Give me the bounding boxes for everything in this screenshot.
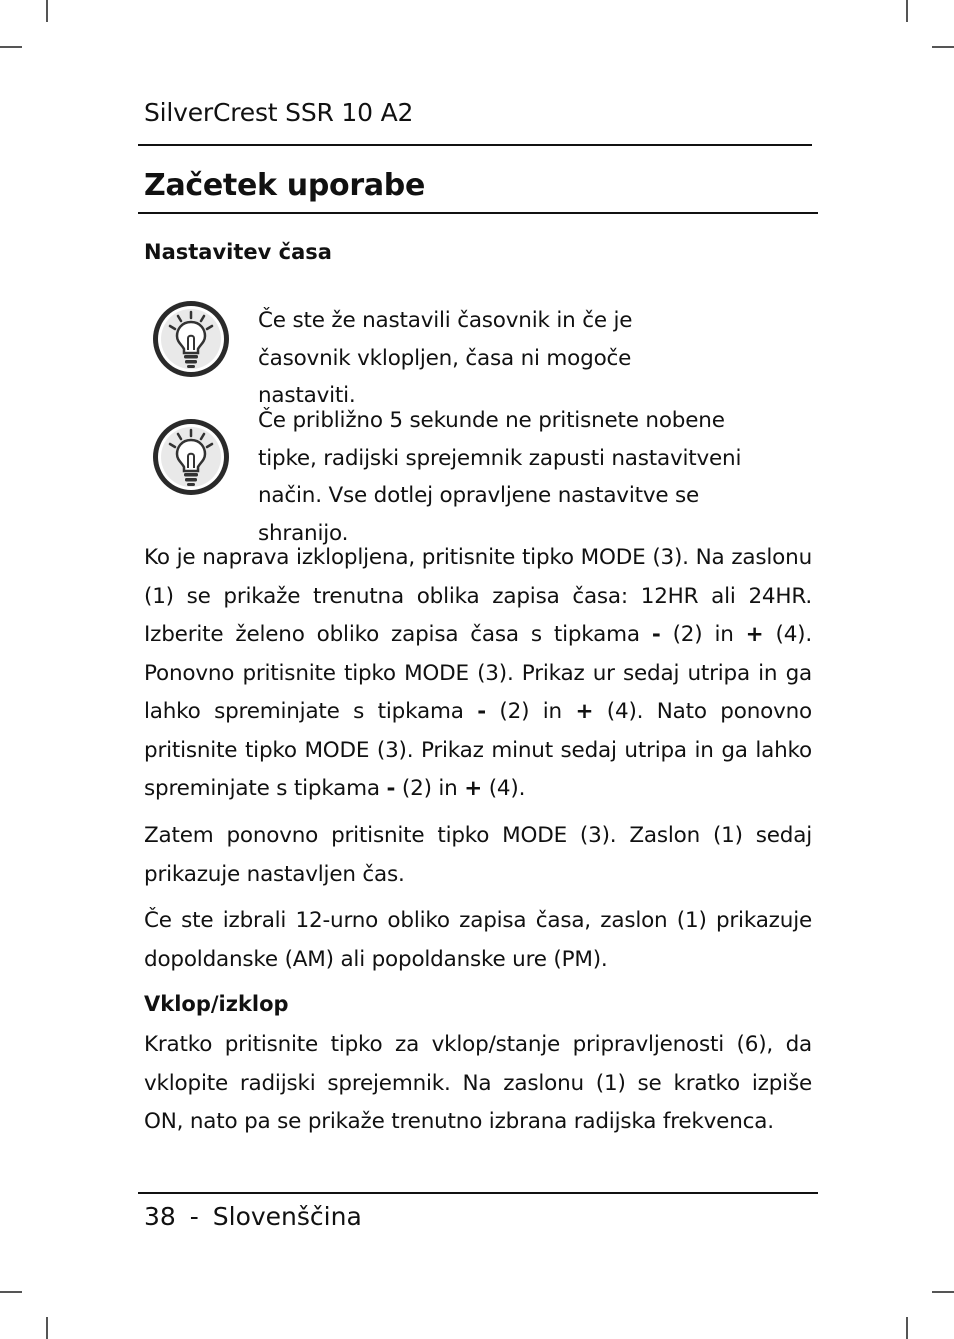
paragraph-time-setting bbox=[144, 539, 812, 809]
crop-mark-bottom-left-v bbox=[46, 1317, 48, 1339]
tip-text-1: Če ste že nastavili časovnik in če je časovnik vklopljen, časa ni mogoče nastaviti. bbox=[258, 308, 633, 408]
plus-key-label: + bbox=[464, 776, 483, 801]
crop-mark-bottom-left-h bbox=[0, 1291, 22, 1293]
lightbulb-tip-icon bbox=[150, 298, 232, 380]
plus-key-label: + bbox=[745, 622, 764, 647]
crop-mark-top-left-v bbox=[46, 0, 48, 22]
header-title: SilverCrest SSR 10 A2 bbox=[144, 98, 414, 127]
crop-mark-top-right-v bbox=[906, 0, 908, 22]
page-footer bbox=[144, 1202, 362, 1231]
paragraph-text: (4). Nato ponovno pritisnite tipko MODE (3). Prikaz minut sedaj utripa in ga lahko spreminjate s tipkama bbox=[144, 699, 812, 801]
subsection-title-power: Vklop/izklop bbox=[144, 992, 289, 1016]
plus-key-label: + bbox=[575, 699, 594, 724]
paragraph-text: Ko je naprava izklopljena, pritisnite tipko MODE (3). Na zaslonu (1) se prikaže trenutna oblika zapisa časa: 12HR ali 24HR. Izberite želeno obliko zapisa časa s tipkama bbox=[144, 545, 812, 647]
header-rule bbox=[138, 144, 812, 146]
paragraph-text: (2) in bbox=[499, 699, 562, 724]
paragraph-confirm-time: Zatem ponovno pritisnite tipko MODE (3). Zaslon (1) sedaj prikazuje nastavljen čas. bbox=[144, 823, 812, 887]
footer-rule bbox=[138, 1192, 818, 1194]
paragraph-power: Kratko pritisnite tipko za vklop/stanje pripravljenosti (6), da vklopite radijski sprejemnik. Na zaslonu (1) se kratko izpiše ON, nato pa se prikaže trenutno izbrana radijska frekvenca. bbox=[144, 1032, 812, 1134]
crop-mark-top-right-h bbox=[932, 46, 954, 48]
crop-mark-top-left-h bbox=[0, 46, 22, 48]
footer-separator: - bbox=[189, 1202, 199, 1231]
tip-text-2: Če približno 5 sekunde ne pritisnete nobene tipke, radijski sprejemnik zapusti nastavitveni način. Vse dotlej opravljene nastavitve se shranijo. bbox=[258, 408, 742, 546]
paragraph-text: (2) in bbox=[672, 622, 734, 647]
minus-key-label: - bbox=[477, 699, 486, 724]
paragraph-text: (2) in bbox=[401, 776, 458, 801]
paragraph-text: (4). Ponovno pritisnite tipko MODE (3). Prikaz ur sedaj utripa in ga lahko spreminjate s tipkama bbox=[144, 622, 812, 724]
section-title-rule bbox=[138, 212, 818, 214]
minus-key-label: - bbox=[386, 776, 396, 801]
paragraph-text: (4). bbox=[488, 776, 526, 801]
subsection-title-time: Nastavitev časa bbox=[144, 240, 332, 264]
crop-mark-bottom-right-h bbox=[932, 1291, 954, 1293]
crop-mark-bottom-right-v bbox=[906, 1317, 908, 1339]
footer-language: Slovenščina bbox=[212, 1202, 362, 1231]
minus-key-label: - bbox=[651, 622, 661, 647]
page-number: 38 bbox=[144, 1202, 176, 1231]
section-title: Začetek uporabe bbox=[144, 168, 426, 203]
lightbulb-tip-icon bbox=[150, 416, 232, 498]
paragraph-12h-format: Če ste izbrali 12-urno obliko zapisa časa, zaslon (1) prikazuje dopoldanske (AM) ali popoldanske ure (PM). bbox=[144, 908, 812, 972]
